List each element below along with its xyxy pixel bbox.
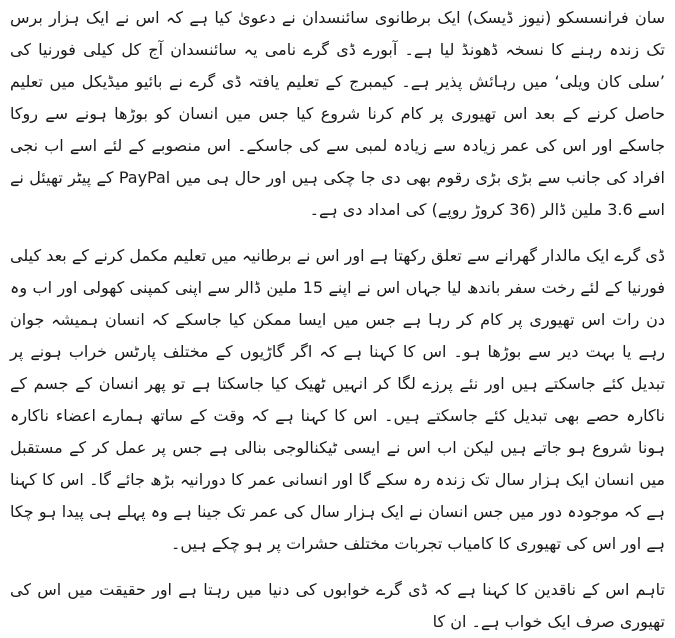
- news-article: [10, 2, 665, 638]
- article-paragraph-3: تاہم اس کے ناقدین کا کہنا ہے کہ ڈی گرے خوابوں کی دنیا میں رہتا ہے اور حقیقت میں اس کی تھیوری صرف ایک خواب ہے۔ ان کا: [10, 580, 665, 631]
- article-paragraph-1: سان فرانسسکو (نیوز ڈیسک) ایک برطانوی سائنسدان نے دعویٰ کیا ہے کہ اس نے ایک ہزار برس تک زندہ رہنے کا نسخہ ڈھونڈ لیا ہے۔ آبورے ڈی گرے نامی یہ سائنسدان آج کل کیلی فورنیا کی ’سلی کان ویلی‘ میں رہائش پذیر ہے۔ کیمبرج کے تعلیم یافتہ ڈی گرے نے بائیو میڈیکل میں تعلیم حاصل کرنے کے بعد اس تھیوری پر کام کرنا شروع کیا جس میں انسان کو بوڑھا ہونے سے روکا جاسکے اور اس کی عمر زیادہ سے زیادہ لمبی سے کی جاسکے۔ اس منصوبے کے لئے اسے اب نجی افراد کی جانب سے بڑی بڑی رقوم بھی دی جا چکی ہیں اور حال ہی میں PayPal کے پیٹر تھیئل نے اسے 3.6 ملین ڈالر (36 کروڑ روپے) کی امداد دی ہے۔: [10, 8, 665, 219]
- article-paragraph-2: ڈی گرے ایک مالدار گھرانے سے تعلق رکھتا ہے اور اس نے برطانیہ میں تعلیم مکمل کرنے کے بعد کیلی فورنیا کے لئے رخت سفر باندھ لیا جہاں اس نے اپنے 15 ملین ڈالر سے اپنی کمپنی کھولی اور اب وہ دن رات اس تھیوری پر کام کر رہا ہے جس میں ایسا ممکن کیا جاسکے کہ انسان ہمیشہ جوان رہے یا بہت دیر سے بوڑھا ہو۔ اس کا کہنا ہے کہ اگر گاڑیوں کے مختلف پارٹس خراب ہونے پر تبدیل کئے جاسکتے ہیں اور نئے پرزے لگا کر انہیں ٹھیک کیا جاسکتا ہے تو پھر انسان کے جسم کے ناکارہ حصے بھی تبدیل کئے جاسکتے ہیں۔ اس کا کہنا ہے کہ وقت کے ساتھ ہمارے اعضاء ناکارہ ہونا شروع ہو جاتے ہیں لیکن اب اس نے ایسی ٹیکنالوجی بنالی ہے جس پر عمل کر کے مستقبل میں انسان ایک ہزار سال تک زندہ رہ سکے گا اور انسانی عمر کا دورانیہ بڑھ جائے گا۔ اس کا کہنا ہے کہ موجودہ دور میں جس انسان نے ایک ہزار سال کی عمر تک جینا ہے وہ پہلے ہی پیدا ہو چکا ہے اور اس کی تھیوری کا کامیاب تجربات مختلف حشرات پر ہو چکے ہیں۔: [10, 246, 665, 553]
